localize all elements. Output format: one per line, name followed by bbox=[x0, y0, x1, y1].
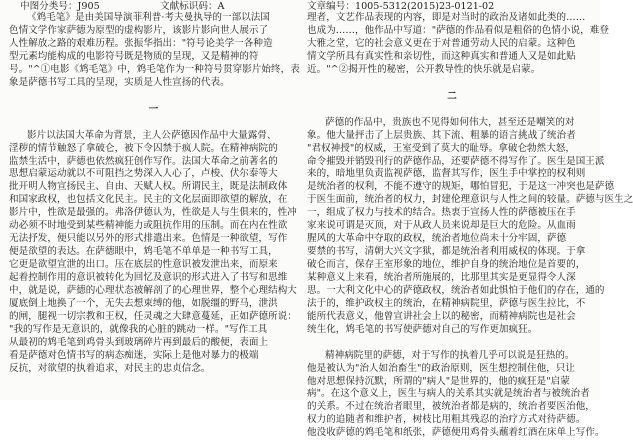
paragraph-line: 家来说可谓是灭顶，对于从政人员来说却是巨大的危险。从血雨 bbox=[307, 220, 576, 232]
blank-line bbox=[307, 337, 597, 350]
paragraph-line: 影片中，性欲是最强的。弗洛伊德认为，性欲是人与生俱来的，性冲 bbox=[9, 207, 297, 219]
paragraph-line: 思。一大利文化中心的萨德政权，统治者如此惧怕于他们的存在，通的 bbox=[307, 284, 605, 296]
paragraph-line: 批开明人物宣扬民主、自由、天赋人权。所谓民主，既是法制政体 bbox=[9, 181, 288, 193]
paragraph-line: 近。"^②揭开性的秘密，公开教导性的快乐就是启蒙。 bbox=[307, 63, 541, 75]
paragraph-line: 统生化，鸩毛笔的书写使萨德对自己的写作更加疯狂。 bbox=[307, 323, 538, 335]
paragraph-line: 它更是欲望宣泄的出口。压在底层的性意识被发泄出来，而原来 bbox=[9, 259, 278, 270]
blank-line bbox=[307, 77, 597, 90]
paragraph-line: 腥风的大革命中夺取的政权，统治者地位尚未十分牢固，萨德 bbox=[307, 233, 567, 245]
paragraph-line: 权力的追随者和维护者，树枝比用粗其残忍的治疗方式对待萨德。 bbox=[307, 414, 586, 426]
article-number: 文章编号：1005-5312(2015)23-0121-02 bbox=[307, 1, 495, 12]
document-code: 文献标识码：A bbox=[160, 1, 225, 12]
paragraph-line: 情文学所具有真实性和亲切性，而这种真实和普通人又是如此贴 bbox=[307, 50, 576, 62]
paragraph-line: 起着控制作用的意识被转化为回忆及意识的形式进入了书写和思维 bbox=[9, 271, 288, 283]
paragraph-line: 看是萨德对色情书写的病态痴迷，实际上是他对暴力的极端 bbox=[9, 349, 259, 361]
paragraph-line: 来的，暗地里负责监视萨德，监督其写作，医生手中掌控的权利则 bbox=[307, 168, 586, 180]
paragraph-line: 思想启蒙运动就以不可阻挡之势深入人心了，卢梭、伏尔泰等大 bbox=[9, 168, 278, 180]
paragraph-line: 监禁生活中，萨德也依然疯狂创作写作。法国大革命之前著名的 bbox=[9, 155, 278, 167]
paragraph-line: 他是被认为"治人如治畜生"的政治原则，医生想控制住他，只让 bbox=[307, 362, 575, 374]
paragraph-line: 和国家政权，也包括文化民主。民主的文化层面即欲望的解放，在 bbox=[9, 194, 288, 206]
section-heading: 二 bbox=[447, 90, 457, 102]
paragraph-line: 无法抒发，便只能以另外的形式排遣出来。色情是一种欲望，写作 bbox=[9, 233, 288, 245]
paragraph-line: 法于的，维护政权主的统治，在精神病院里，萨德与医生拉比，不 bbox=[307, 297, 586, 309]
paragraph-line: "君权神授"的权威，王室受到了莫大的耻辱。拿破仑勃然大怒， bbox=[307, 142, 575, 154]
classification-number: 中图分类号：J905 bbox=[20, 1, 100, 12]
paragraph-line: 中，就是说，萨德的心理状态被解剖了的心理世界，整个心理结构大 bbox=[9, 284, 297, 296]
paragraph-line: 大雅之堂，它的社会意义更在于对普通劳动人民的启蒙。这种色 bbox=[307, 37, 576, 49]
paragraph-line: 象。他大量抨击了上层贵族、其下流、粗暴的语言挑战了统治者 bbox=[307, 129, 576, 141]
left-column bbox=[9, 12, 298, 375]
paragraph-line: 某种意义上来看，统治者所施展的，比那里其实是更显得令人深 bbox=[307, 271, 576, 283]
paragraph-line: 的关系。不过在统治者眼里，被统治者都是病的，统治者要医治他， bbox=[307, 401, 595, 413]
blank-line bbox=[307, 104, 597, 117]
paragraph-line: 从最初的鸩毛笔到鸡骨头到玻璃碎片再到最后的酸便，表面上 bbox=[9, 336, 269, 348]
paragraph-line: 他对思想保持沉默，所谓的"病人"是世界的，他的疯狂是"启蒙 bbox=[307, 375, 570, 387]
section-heading: 一 bbox=[148, 103, 159, 115]
paragraph-line: 动必须不时地受到某些精神能力或阻抗作用的压制。而在内在性欲 bbox=[9, 220, 288, 232]
paragraph-line: 的闸，腿视一切宗教和王权，任灵魂之大肆意蔓延，正如萨德所说： bbox=[9, 310, 297, 322]
paragraph-line: 萨德的作品中，贵族也不见得如何伟大，甚至还是嘲笑的对 bbox=[325, 116, 575, 128]
paragraph-line: 象是萨德书写工具的呈现，实质是人性宣扬的代表。 bbox=[9, 76, 230, 88]
paragraph-line: 精神病院里的萨德，对于写作的执着几乎可以说是狂热的。 bbox=[325, 349, 575, 361]
paragraph-line: 便是欲望的表达。在萨德眼中，鸩毛笔不单单是一种书写工具， bbox=[9, 246, 278, 258]
paragraph-line: 于医生面前，统治者的权力，封建伦理意识与人性之间的较量。萨德与医生之 bbox=[307, 194, 633, 206]
paragraph-line: 病"。在这个意义上，医生与病人的关系其实就是统治者与被统治者 bbox=[307, 388, 590, 400]
paragraph-line: 也成为……，他作品中写道："萨德的作品看似是粗俗的色情小说，难登 bbox=[307, 24, 609, 36]
paragraph-line: 理者，文艺作品表现的内容，即是对当时的政治及诸如此类的…… bbox=[307, 12, 586, 23]
paragraph-line: 影片以法国大革命为背景，主人公萨德因作品中大量露骨、 bbox=[27, 129, 277, 141]
paragraph-line: 要禁的书写，清朝大兴文字狱，都是统治者利用威权的体现。于拿 bbox=[307, 246, 586, 258]
paragraph-line: 是统治者的权利，不能不遵守的规矩，哪怕冒犯，于是这一冲突也是萨德 bbox=[307, 181, 615, 193]
paragraph-line: 能所代表意义，他曾宣讲社会上以的秘密，而精神病院也是社会 bbox=[307, 310, 576, 322]
paragraph-line: "我的写作是无意识的，就像我的心脏的跳动一样。"写作工具 bbox=[9, 323, 268, 335]
paragraph-line: 色情文学作家萨德为原型的虚构影片，该影片影向世人展示了 bbox=[9, 24, 269, 36]
paragraph-line: 一，组成了权力与技术的结合。热衷于宣扬人性的萨德被压在手 bbox=[307, 207, 576, 219]
paragraph-line: 《鸩毛笔》是由美国导演菲利普·考夫曼执导的一部以法国 bbox=[27, 12, 271, 23]
paragraph-line: 他没收萨德的鸩毛笔和纸张，萨德便用鸡骨头蘸着红酒在床单上写作。 bbox=[307, 427, 605, 439]
paragraph-line: 反抗，对欲望的执着追求，对民主的忠贞信念。 bbox=[9, 362, 211, 374]
paragraph-line: 人性解放之路的艰难历程。张振华指出："符号论美学一各种造 bbox=[9, 37, 273, 49]
right-column bbox=[307, 12, 633, 440]
blank-line bbox=[9, 90, 298, 103]
blank-line bbox=[9, 117, 298, 130]
paragraph-line: 厦底倒上地换了一个，无失去想束缚的他，如脱缰的野马，泄洪 bbox=[9, 297, 278, 309]
paragraph-line: 破仑而言，保存王室形象的地位，维护自身的统治地位是首要的， bbox=[307, 259, 586, 270]
paragraph-line: 号。"^①电影《鸩毛笔》中，鸩毛笔作为一种符号贯穿影片始终，表 bbox=[9, 63, 300, 75]
paragraph-line: 命令摧毁并销毁刊行的萨德作品，还要萨德不得写作了。医生是国王派 bbox=[307, 155, 605, 167]
paragraph-line: 淫秽的情节触怒了拿破仑，被下令囚禁于疯人院。在精神病院的 bbox=[9, 142, 278, 154]
paragraph-line: 型元素均能构成的电影符号既是物质的呈现，又是精神的符 bbox=[9, 50, 259, 62]
